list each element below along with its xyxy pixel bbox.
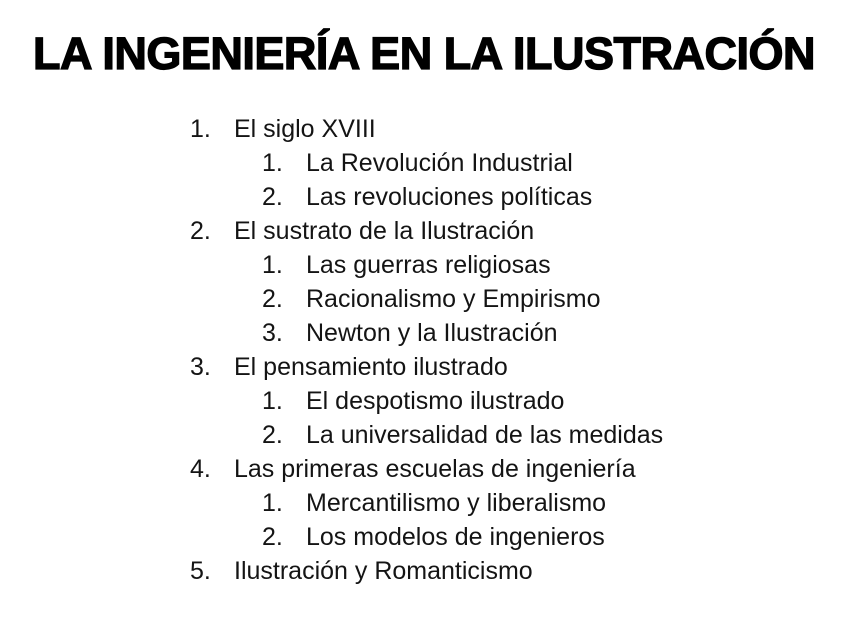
outline-item-label: Ilustración y Romanticismo xyxy=(234,556,533,585)
outline-item-number: 2. xyxy=(262,284,283,313)
outline-subitem xyxy=(262,316,828,350)
outline-subitem xyxy=(262,146,828,180)
outline-subitem xyxy=(262,486,828,520)
outline-item-number: 1. xyxy=(190,114,211,143)
outline-item-label: El sustrato de la Ilustración xyxy=(234,216,535,245)
outline-item-label: El siglo XVIII xyxy=(234,114,376,143)
outline-subitem xyxy=(262,180,828,214)
outline-item-label: Los modelos de ingenieros xyxy=(306,522,605,551)
outline-item-label: Mercantilismo y liberalismo xyxy=(306,488,607,517)
outline-item-label: El pensamiento ilustrado xyxy=(234,352,508,381)
outline-item-number: 4. xyxy=(190,454,211,483)
outline-item-number: 1. xyxy=(262,386,283,415)
outline-item xyxy=(190,350,828,384)
outline-subitem xyxy=(262,418,828,452)
outline-item-label: Newton y la Ilustración xyxy=(306,318,558,347)
outline-subitem xyxy=(262,520,828,554)
outline-item-number: 2. xyxy=(262,420,283,449)
outline-item-label: El despotismo ilustrado xyxy=(306,386,565,415)
slide-title: LA INGENIERÍA EN LA ILUSTRACIÓN xyxy=(33,28,815,79)
outline-subitem xyxy=(262,384,828,418)
outline-item-label: Racionalismo y Empirismo xyxy=(306,284,601,313)
outline-item-label: La universalidad de las medidas xyxy=(306,420,664,449)
outline-subitem xyxy=(262,248,828,282)
outline-item-label: Las primeras escuelas de ingeniería xyxy=(234,454,636,483)
outline-item-label: Las revoluciones políticas xyxy=(306,182,593,211)
outline-item xyxy=(190,452,828,486)
outline-item-number: 1. xyxy=(262,488,283,517)
outline-item xyxy=(190,214,828,248)
outline-item xyxy=(190,112,828,146)
outline-item-label: Las guerras religiosas xyxy=(306,250,551,279)
outline-item-number: 1. xyxy=(262,250,283,279)
outline-item-number: 1. xyxy=(262,148,283,177)
outline-item-number: 3. xyxy=(262,318,283,347)
outline-subitem xyxy=(262,282,828,316)
outline-item-number: 3. xyxy=(190,352,211,381)
outline-item-label: La Revolución Industrial xyxy=(306,148,573,177)
outline-item xyxy=(190,554,828,588)
outline-item-number: 5. xyxy=(190,556,211,585)
outline-item-number: 2. xyxy=(262,182,283,211)
outline-item-number: 2. xyxy=(262,522,283,551)
outline-item-number: 2. xyxy=(190,216,211,245)
outline-list xyxy=(190,112,828,588)
